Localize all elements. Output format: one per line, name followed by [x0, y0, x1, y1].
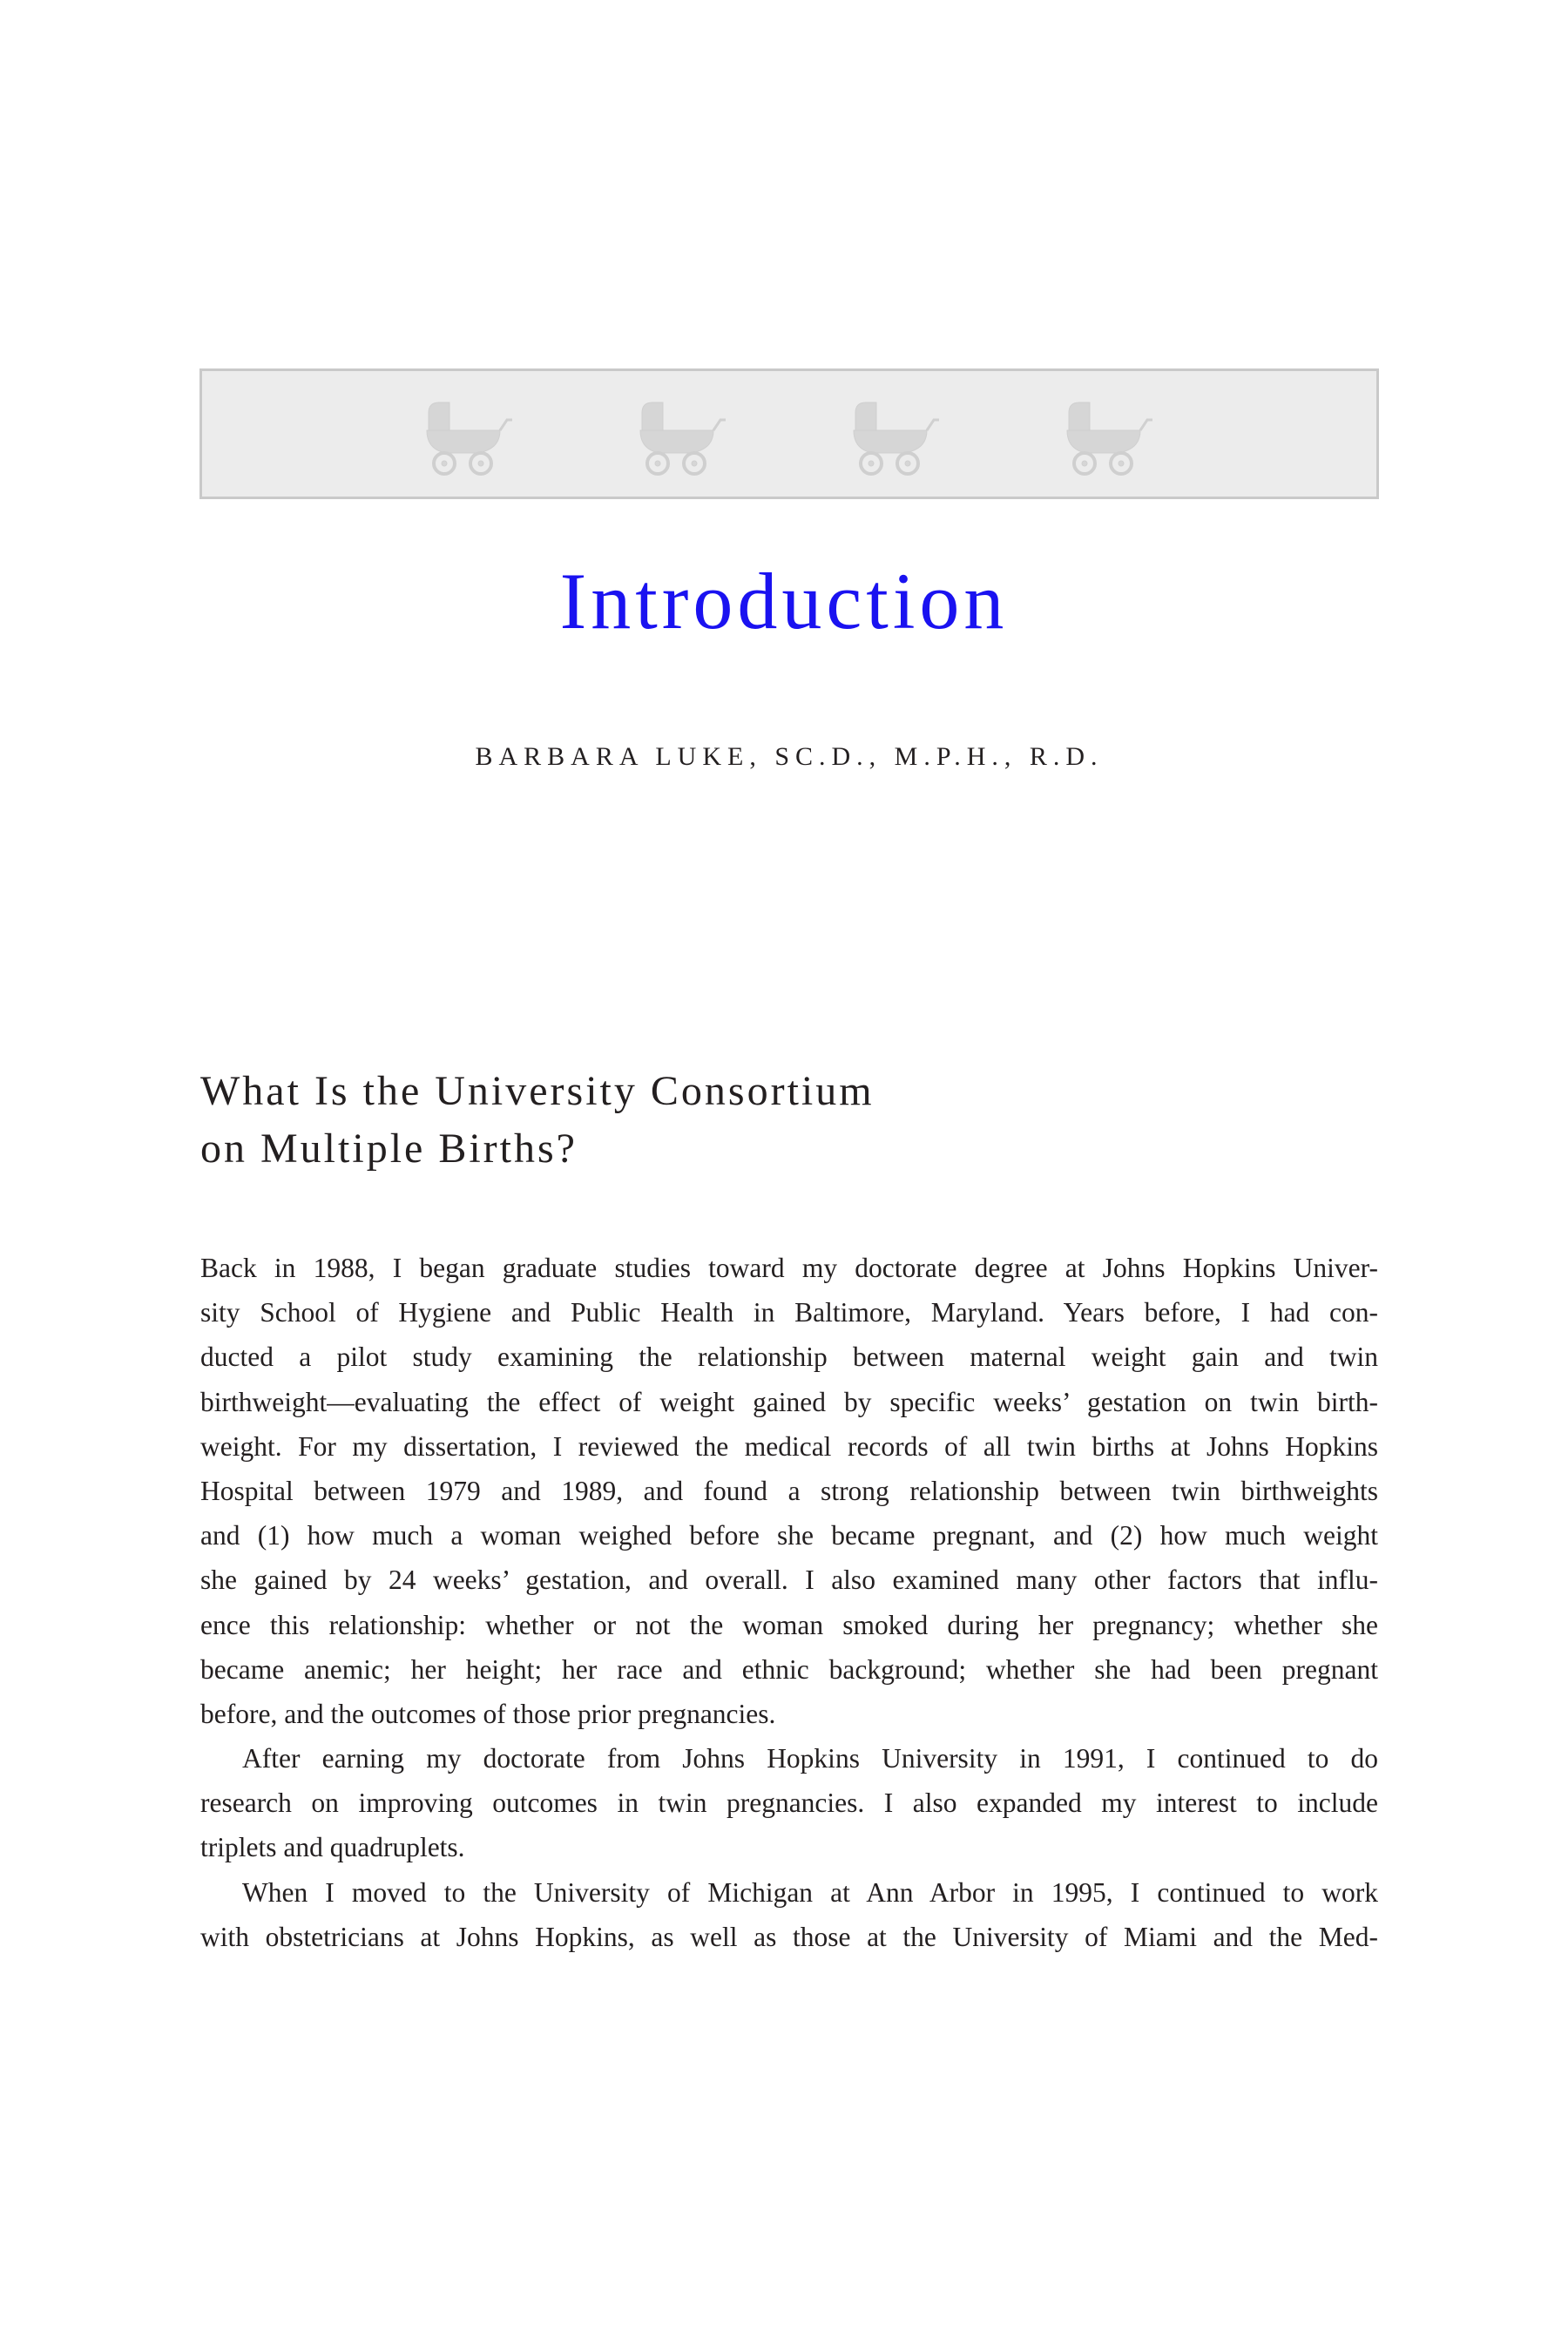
text-line: When I moved to the University of Michigan at Ann Arbor in 1995, I continued to work	[242, 1876, 1378, 1908]
text-line: birthweight—evaluating the effect of weight gained by specific weeks’ gestation on twin birth-	[200, 1386, 1378, 1417]
text-line: before, and the outcomes of those prior pregnancies.	[200, 1698, 776, 1729]
decorative-banner	[199, 368, 1379, 499]
body-text	[200, 1246, 1378, 1959]
baby-carriage-icon	[633, 397, 729, 477]
paragraph-2	[200, 1736, 1378, 1870]
text-line: sity School of Hygiene and Public Health in Baltimore, Maryland. Years before, I had con-	[200, 1297, 1378, 1328]
text-line: with obstetricians at Johns Hopkins, as well as those at the University of Miami and the Med-	[200, 1921, 1378, 1952]
text-line: research on improving outcomes in twin pregnancies. I also expanded my interest to include	[200, 1788, 1378, 1819]
baby-carriage-icon	[847, 397, 943, 477]
text-line: Hospital between 1979 and 1989, and found a strong relationship between twin birthweights	[200, 1475, 1378, 1506]
text-line: weight. For my dissertation, I reviewed the medical records of all twin births at Johns Hopkins	[200, 1430, 1378, 1462]
chapter-author: BARBARA LUKE, SC.D., M.P.H., R.D.	[475, 742, 1104, 771]
section-heading-line: on Multiple Births?	[200, 1125, 578, 1172]
text-line: After earning my doctorate from Johns Hopkins University in 1991, I continued to do	[242, 1743, 1378, 1774]
text-line: Back in 1988, I began graduate studies toward my doctorate degree at Johns Hopkins Univer-	[200, 1253, 1378, 1283]
baby-carriage-icon	[420, 397, 516, 477]
paragraph-1	[200, 1246, 1378, 1736]
baby-carriage-icon	[1060, 397, 1156, 477]
section-heading	[200, 1063, 1246, 1178]
text-line: triplets and quadruplets.	[200, 1832, 465, 1863]
text-line: she gained by 24 weeks’ gestation, and overall. I also examined many other factors that influ-	[200, 1565, 1378, 1596]
text-line: ence this relationship: whether or not the woman smoked during her pregnancy; whether she	[200, 1609, 1378, 1640]
text-line: and (1) how much a woman weighed before she became pregnant, and (2) how much weight	[200, 1520, 1378, 1551]
text-line: became anemic; her height; her race and ethnic background; whether she had been pregnant	[200, 1653, 1378, 1685]
section-heading-line: What Is the University Consortium	[200, 1068, 875, 1114]
paragraph-3	[200, 1870, 1378, 1959]
text-line: ducted a pilot study examining the relationship between maternal weight gain and twin	[200, 1342, 1378, 1373]
chapter-title: Introduction	[559, 557, 1009, 645]
